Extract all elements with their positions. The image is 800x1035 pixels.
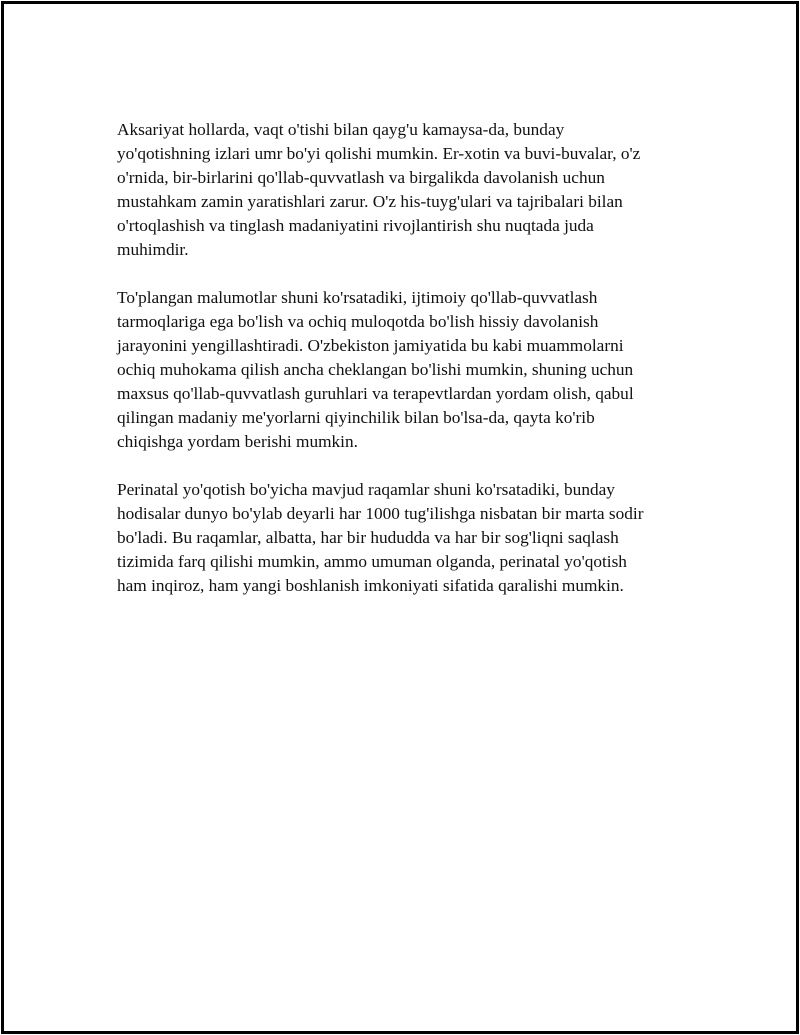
paragraph-3: Perinatal yo'qotish bo'yicha mavjud raqamlar shuni ko'rsatadiki, bunday hodisalar dunyo bo'ylab deyarli har 1000 tug'ilishga nisbatan bir marta sodir bo'ladi. Bu raqamlar, albatta, har bir hududda va har bir sog'liqni saqlash tizimida farq qilishi mumkin, ammo umuman olganda, perinatal yo'qotish ham inqiroz, ham yangi boshlanish imkoniyati sifatida qaralishi mumkin. xyxy=(117,480,644,595)
document-body xyxy=(117,118,687,622)
paragraph-2: To'plangan malumotlar shuni ko'rsatadiki, ijtimoiy qo'llab-quvvatlash tarmoqlariga ega bo'lish va ochiq muloqotda bo'lish hissiy davolanish jarayonini yengillashtiradi. O'zbekiston jamiyatida bu kabi muammolarni ochiq muhokama qilish ancha cheklangan bo'lishi mumkin, shuning uchun maxsus qo'llab-quvvatlash guruhlari va terapevtlardan yordam olish, qabul qilingan madaniy me'yorlarni qiyinchilik bilan bo'lsa-da, qayta ko'rib chiqishga yordam berishi mumkin. xyxy=(117,288,634,451)
paragraph-1: Aksariyat hollarda, vaqt o'tishi bilan qayg'u kamaysa-da, bunday yo'qotishning izlari umr bo'yi qolishi mumkin. Er-xotin va buvi-buvalar, o'z o'rnida, bir-birlarini qo'llab-quvvatlash va birgalikda davolanish uchun mustahkam zamin yaratishlari zarur. O'z his-tuyg'ulari va tajribalari bilan o'rtoqlashish va tinglash madaniyatini rivojlantirish shu nuqtada juda muhimdir. xyxy=(117,120,641,259)
